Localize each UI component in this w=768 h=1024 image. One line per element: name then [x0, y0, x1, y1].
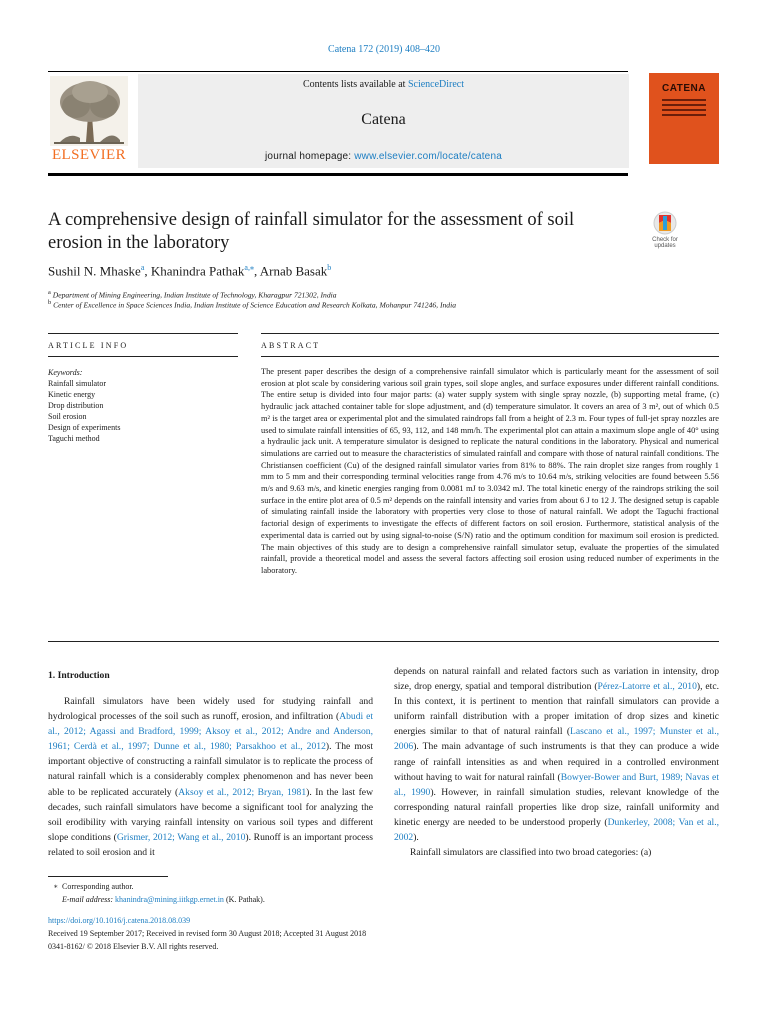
journal-homepage: journal homepage: www.elsevier.com/locate/catena: [265, 151, 502, 162]
section-heading: 1. Introduction: [48, 670, 110, 681]
citation-link[interactable]: Lascano et al., 1997; Munster et al., 2006: [394, 726, 719, 753]
footnote-mark: ⁎: [54, 882, 58, 890]
copyright: 0341-8162/ © 2018 Elsevier B.V. All rights reserved.: [48, 942, 219, 951]
body-text: ). The most important objective of constructing a rainfall simulator is to replicate the process of natural rainfall which is a considerably complex phenomenon and has never been able to be replicated accurately (: [48, 741, 373, 798]
section-rule: [48, 356, 238, 357]
section-rule: [261, 356, 719, 357]
keyword: Kinetic energy: [48, 390, 96, 399]
citation-link[interactable]: Bowyer-Bower and Burt, 1989; Navas et al., 1990: [394, 771, 719, 798]
author-name[interactable]: Khanindra Pathak: [150, 263, 245, 279]
article-info-heading: ARTICLE INFO: [48, 341, 129, 350]
body-text: ).: [413, 832, 419, 844]
homepage-link[interactable]: www.elsevier.com/locate/catena: [354, 151, 502, 162]
section-rule: [48, 641, 719, 642]
header-rule: [48, 71, 628, 72]
cover-decoration: [662, 109, 706, 111]
header-rule-thick: [48, 173, 628, 176]
affiliation: $^b$ Center of Excellence in Space Sciences India, Indian Institute of Science Education and Research Kolkata, Mohanpur 741246, India: [48, 299, 457, 310]
author-name[interactable]: Arnab Basak: [259, 263, 328, 279]
section-rule: [48, 333, 238, 334]
keyword: Drop distribution: [48, 401, 104, 410]
keyword: Rainfall simulator: [48, 379, 106, 388]
section-rule: [261, 333, 719, 334]
crossmark-label: Check for updates: [652, 237, 678, 249]
author-name[interactable]: Sushil N. Mhaske: [48, 263, 141, 279]
journal-name: Catena: [361, 111, 406, 128]
footnote-rule: [48, 876, 168, 877]
abstract-text: The present paper describes the design of a comprehensive rainfall simulator which is particularly meant for the assessment of soil erosion at plot scale by considering various soil grain types, soil slope angles, and surface exposures under different rainfall conditions. The entire setup is divided into four major parts: (a) water supply system with single spray nozzle, (b) supporting metal frame, (c) hydraulic jack attached container table for slope adjustment, and (d) temperature simulator. It covers an area of 3 m², out of which 0.5 m² is the target area or experimental plot and the simulated raindrops fall from a height of 2.3 m. Four types of full-jet spray nozzles are used to simulate rainfall intensities of 65, 93, 112, and 148 mm/h. The experimental plot can attain a maximum slope angle of 40° using a hydraulic jack unit. A temperature simulator is designed to replicate the natural conditions in the laboratory. Physical and numerical simulations are carried out to measure the characteristics of simulated rainfall and compare with those of natural rainfall conditions. The Christiansen coefficient (Cu) of the designed rainfall simulator varies from 81% to 88%. The rain droplet size ranges from roughly 1 mm to 5 mm and their corresponding terminal velocities range from 4.76 m/s to 10.64 m/s, striking velocities are found between 5.56 m/s and 9.63 m/s, and kinetic energies ranging from 0.0081 mJ to 3.0342 mJ. The total kinetic energy of the raindrops striking the soil surface in the entire plot area of 0.5 m² depends on the rainfall intensity and varies from about 6 J to 12 J. The designed setup is capable of simulating rainfall inside the laboratory with properties very close to those of natural rainfall. We adopt the Taguchi fractional factorial design of experiments to investigate the effects of different factors on soil erosion. Furthermore, statistical analysis of the experimental data is carried out by using signal-to-noise (S/N) ratio and the optimum condition for maximum soil erosion is predicted. The main objectives of this study are to design a comprehensive rainfall simulator setup, evaluate the properties of the simulated rainfall, provide a theoretical model and assess the several factors affecting soil erosion using reduced number of experiments in the laboratory.: [261, 367, 719, 575]
body-text: ), etc. In this context, it is pertinent to mention that rainfall simulators can provide a uniform rainfall distribution with a proper imitation of drop sizes and kinetic energies similar to that of natural rainfall (: [394, 681, 719, 738]
body-text: ). The main advantage of such instruments is that they can produce a wide range of rainfall intensities as and when required in a controlled environment without having to wait for natural rainfall (: [394, 741, 719, 783]
crossmark-icon[interactable]: [645, 211, 685, 237]
cover-title: CATENA: [662, 83, 706, 94]
abstract-heading: ABSTRACT: [261, 341, 321, 350]
intro-paragraph-right: [394, 664, 719, 860]
keyword: Soil erosion: [48, 412, 87, 421]
keyword: Design of experiments: [48, 423, 121, 432]
citation-link[interactable]: Dunkerley, 2008; Van et al., 2002: [394, 816, 719, 844]
body-text: Rainfall simulators have been widely used for studying rainfall and hydrological processes of the soil such as runoff, erosion, and infiltration (: [48, 696, 373, 723]
affiliation-mark[interactable]: b: [327, 263, 332, 272]
contents-line: Contents lists available at ScienceDirect: [302, 79, 465, 90]
body-text: depends on natural rainfall and related factors such as variation in intensity, drop size, drop energy, spatial and temporal distribution (: [394, 666, 719, 693]
cover-decoration: [662, 104, 706, 106]
body-text: ). However, in rainfall simulation studies, relevant knowledge of the corresponding natural rainfall properties like drop size, rainfall uniformity and kinetic energy are needed to be understood properly (: [394, 786, 719, 828]
doi-link[interactable]: https://doi.org/10.1016/j.catena.2018.08.039: [48, 916, 191, 925]
paper-title: A comprehensive design of rainfall simulator for the assessment of soil erosion in the laboratory: [48, 210, 575, 253]
citation-link[interactable]: Aksoy et al., 2012; Bryan, 1981: [178, 786, 307, 798]
keyword: Taguchi method: [48, 434, 100, 443]
affiliation: $^a$ Department of Mining Engineering, Indian Institute of Technology, Kharagpur 721302, India: [48, 289, 337, 300]
journal-citation: Catena 172 (2019) 408–420: [328, 44, 440, 55]
citation-link[interactable]: Grismer, 2012; Wang et al., 2010: [116, 831, 246, 843]
sciencedirect-link[interactable]: ScienceDirect: [407, 79, 465, 90]
affiliation-mark[interactable]: a: [140, 263, 145, 272]
body-text: Rainfall simulators are classified into two broad categories: (a): [410, 847, 652, 859]
email-link[interactable]: khanindra@mining.iitkgp.ernet.in: [115, 895, 224, 904]
affiliation-mark[interactable]: a,⁎: [244, 263, 254, 272]
received-dates: Received 19 September 2017; Received in revised form 30 August 2018; Accepted 31 August 2018: [48, 929, 367, 938]
elsevier-logo: ELSEVIER: [51, 147, 127, 163]
intro-paragraph-left: [48, 694, 373, 860]
cover-decoration: [662, 114, 706, 116]
corresponding-author-note: Corresponding author.: [62, 882, 134, 891]
keywords-label: Keywords:: [48, 368, 83, 377]
cover-decoration: [662, 99, 706, 101]
email-line: E-mail address: khanindra@mining.iitkgp.ernet.in (K. Pathak).: [62, 895, 265, 904]
author-list: Sushil N. Mhaske$^a$, Khanindra Pathak$^{a,⁎}$, Arnab Basak$^b$: [48, 263, 332, 279]
body-text: ). Runoff is an important process related to soil erosion and it: [48, 831, 373, 858]
body-text: ). In the last few decades, such rainfall simulators have become a significant tool for analyzing the soil erodibility with varying rainfall intensity on various soil types and different slope conditions (: [48, 786, 373, 843]
citation-link[interactable]: Pérez-Latorre et al., 2010: [597, 681, 697, 693]
citation-link[interactable]: Abudi et al., 2012; Agassi and Bradford, 1999; Aksoy et al., 2012; Andre and Anderson, 1961; Cerdà et al., 1997; Dunne et al., 1980; Parsakhoo et al., 2012: [48, 711, 373, 753]
